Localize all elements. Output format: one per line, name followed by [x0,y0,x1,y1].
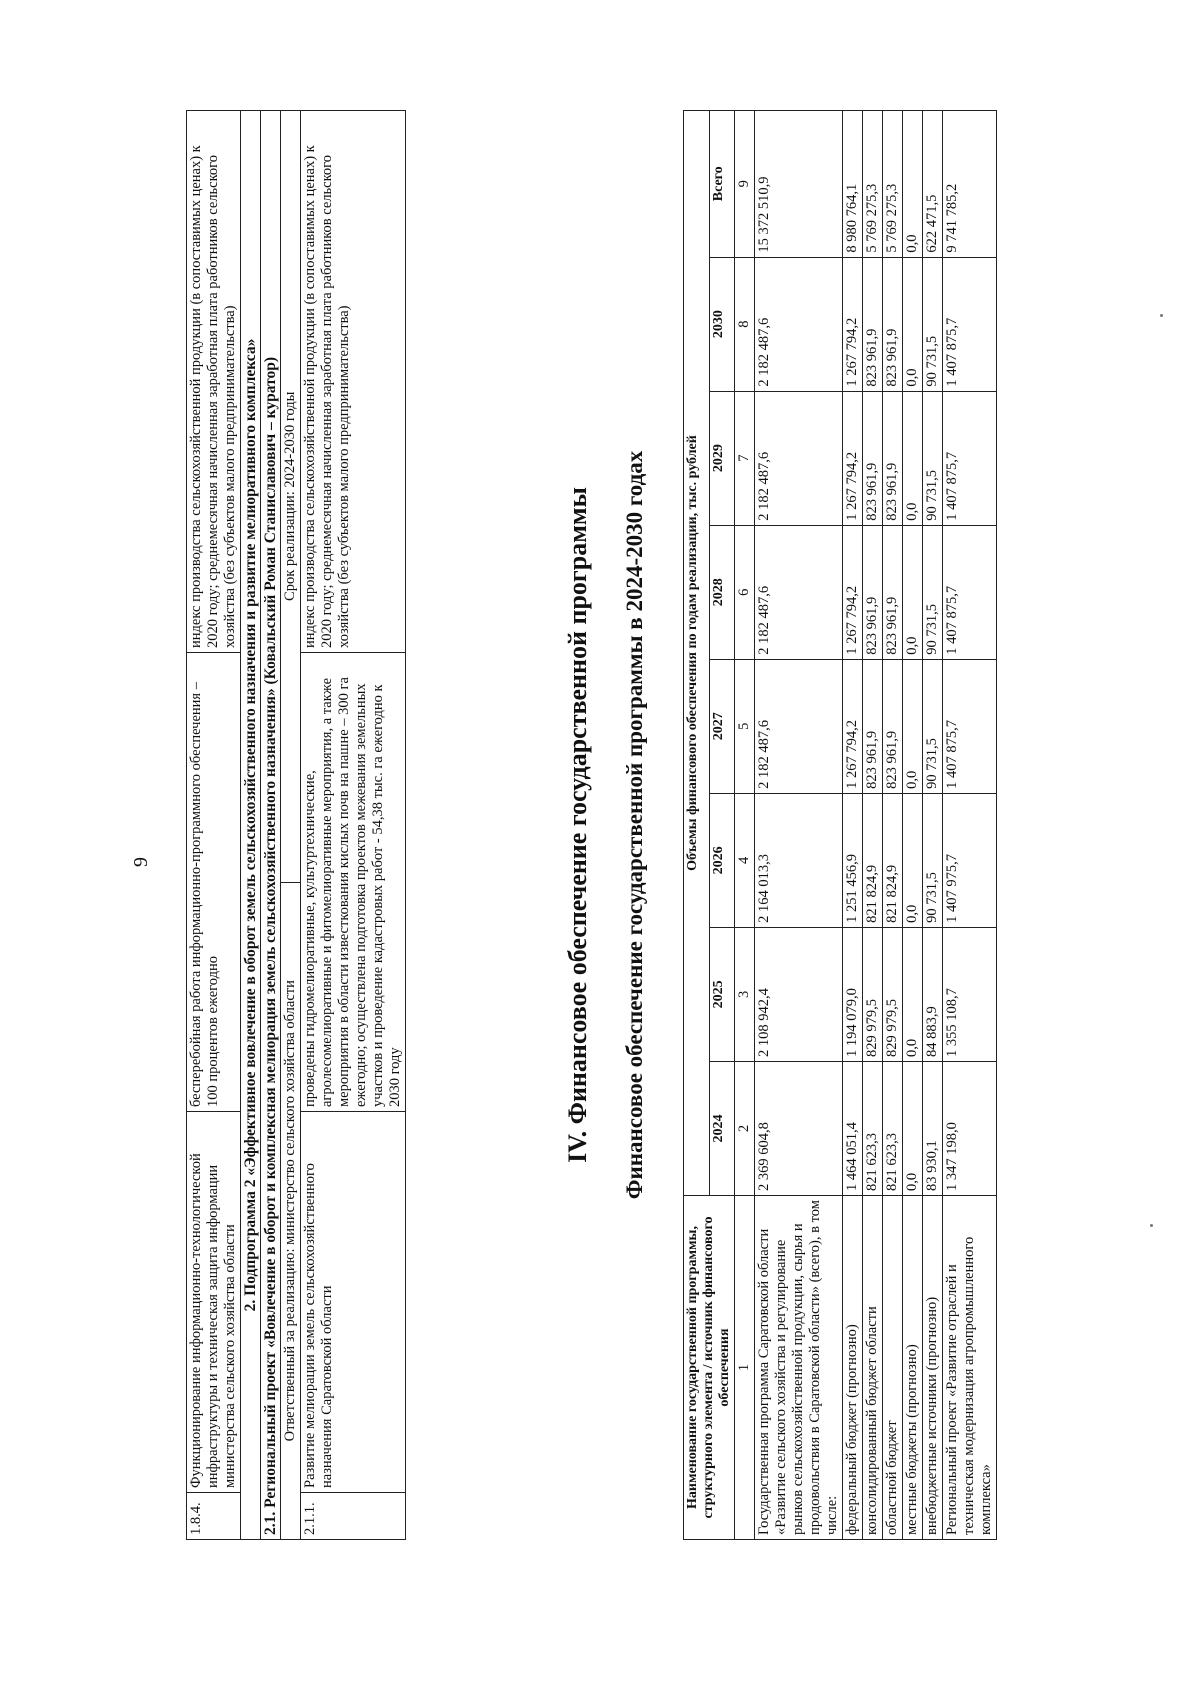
row-value: 1 407 875,7 [943,391,997,525]
row-value: 821 824,9 [863,793,883,927]
implementation-term: Срок реализации: 2024-2030 годы [281,111,301,883]
row-value: 1 407 875,7 [943,257,997,391]
column-index: 2 [735,1061,755,1195]
program-measures-table [186,110,406,1540]
table-row [241,111,261,1540]
table-row [883,111,903,1540]
row-value: 5 769 275,3 [863,111,883,258]
row-name: областной бюджет [883,1196,903,1540]
table-row [301,111,406,1540]
row-value: 0,0 [903,1061,923,1195]
row-value: 823 961,9 [883,525,903,659]
header-year: Всего [709,111,735,258]
row-value: 0,0 [903,111,923,258]
row-value: 1 347 198,0 [943,1061,997,1195]
row-value: 90 731,5 [923,659,943,793]
table-row [187,111,241,1540]
subprogram-title: 2. Подпрограмма 2 «Эффективное вовлечение в оборот земель сельскохозяйственного назначения и развитие мелиоративного комплекса» [241,111,261,1540]
row-value: 823 961,9 [863,391,883,525]
header-volumes: Объемы финансового обеспечения по годам реализации, тыс. рублей [684,111,710,1196]
scan-speck [1160,314,1163,317]
table-row [261,111,281,1540]
row-value: 8 980 764,1 [843,111,863,258]
row-value: 1 407 875,7 [943,525,997,659]
regional-project-title: 2.1. Региональный проект «Вовлечение в оборот и комплексная мелиорация земель сельскохозяйственного назначения» (Ковальский Роман Станиславович – куратор) [261,111,281,1540]
header-year: 2030 [709,257,735,391]
measure-name: Функционирование информационно-технологической инфраструктуры и техническая защита информации министерства сельского хозяйства области [187,1112,241,1493]
row-value: 0,0 [903,927,923,1061]
row-value: 15 372 510,9 [755,111,843,258]
header-year: 2024 [709,1061,735,1195]
row-value: 1 464 051,4 [843,1061,863,1195]
column-index: 9 [735,111,755,258]
table-row [281,111,301,1540]
table-row [863,111,883,1540]
row-value: 0,0 [903,391,923,525]
financing-table-body [735,111,997,1540]
header-year: 2028 [709,525,735,659]
header-year: 2029 [709,391,735,525]
row-value: 823 961,9 [883,257,903,391]
responsible-executor: Ответственный за реализацию: министерство сельского хозяйства области [281,882,301,1539]
row-value: 2 182 487,6 [755,257,843,391]
column-index: 8 [735,257,755,391]
measure-name: Развитие мелиорации земель сельскохозяйственного назначения Саратовской области [301,1112,406,1493]
row-value: 829 979,5 [883,927,903,1061]
table-row [843,111,863,1540]
row-value: 5 769 275,3 [883,111,903,258]
row-value: 0,0 [903,525,923,659]
row-name: Государственная программа Саратовской области «Развитие сельского хозяйства и регулирование рынков сельскохозяйственной продукции, сырья и продовольствия в Саратовской области» (всего), в том числе: [755,1196,843,1540]
table-header-row [684,111,710,1540]
row-value: 2 369 604,8 [755,1061,843,1195]
row-value: 823 961,9 [883,659,903,793]
row-name: местные бюджеты (прогнозно) [903,1196,923,1540]
row-value: 1 355 108,7 [943,927,997,1061]
column-index: 3 [735,927,755,1061]
row-name: федеральный бюджет (прогнозно) [843,1196,863,1540]
row-number: 1.8.4. [187,1493,241,1540]
row-value: 90 731,5 [923,793,943,927]
page-number: 9 [130,857,152,867]
row-value: 90 731,5 [923,257,943,391]
row-value: 622 471,5 [923,111,943,258]
table-index-row [735,111,755,1540]
row-value: 90 731,5 [923,391,943,525]
table-row [923,111,943,1540]
column-index: 6 [735,525,755,659]
header-name: Наименование государственной программы, структурного элемента / источник финансового обеспечения [684,1196,735,1540]
row-value: 823 961,9 [863,659,883,793]
row-value: 83 930,1 [923,1061,943,1195]
row-value: 1 194 079,0 [843,927,863,1061]
column-index: 4 [735,793,755,927]
row-value: 9 741 785,2 [943,111,997,258]
row-value: 1 407 875,7 [943,659,997,793]
row-value: 1 267 794,2 [843,391,863,525]
column-index: 1 [735,1196,755,1540]
header-year: 2027 [709,659,735,793]
row-value: 821 824,9 [883,793,903,927]
measure-result: бесперебойная работа информационно-программного обеспечения – 100 процентов ежегодно [187,653,241,1112]
row-value: 1 267 794,2 [843,525,863,659]
row-value: 823 961,9 [863,525,883,659]
table-row [903,111,923,1540]
table-row [943,111,997,1540]
row-value: 823 961,9 [883,391,903,525]
row-value: 2 182 487,6 [755,391,843,525]
row-value: 0,0 [903,659,923,793]
row-value: 2 108 942,4 [755,927,843,1061]
row-number: 2.1.1. [301,1493,406,1540]
column-index: 5 [735,659,755,793]
header-year: 2026 [709,793,735,927]
row-value: 1 267 794,2 [843,659,863,793]
measure-indicators: индекс производства сельскохозяйственной продукции (в сопоставимых ценах) к 2020 году; среднемесячная начисленная заработная плата работников сельского хозяйства (без субъектов малого предпринимательства) [301,111,406,653]
row-value: 0,0 [903,793,923,927]
row-value: 90 731,5 [923,525,943,659]
table-title: Финансовое обеспечение государственной программы в 2024-2030 годах [622,450,647,1200]
scan-speck [1150,1224,1153,1227]
row-value: 2 182 487,6 [755,659,843,793]
row-value: 821 623,3 [883,1061,903,1195]
row-value: 2 182 487,6 [755,525,843,659]
header-year: 2025 [709,927,735,1061]
row-name: внебюджетные источники (прогнозно) [923,1196,943,1540]
measure-indicators: индекс производства сельскохозяйственной продукции (в сопоставимых ценах) к 2020 году; среднемесячная начисленная заработная плата работников сельского хозяйства (без субъектов малого предпринимательства) [187,111,241,653]
row-value: 84 883,9 [923,927,943,1061]
row-value: 821 623,3 [863,1061,883,1195]
row-value: 1 267 794,2 [843,257,863,391]
table-row [755,111,843,1540]
row-name: консолидированный бюджет области [863,1196,883,1540]
financing-table [683,110,997,1540]
measure-result: проведены гидромелиоративные, культуртехнические, агролесомелиоративные и фитомелиоративные мероприятия, а также мероприятия в области известкования кислых почв на пашне – 300 га ежегодно; осуществлена подготовка проектов межевания земельных участков и проведение кадастровых работ - 54,38 тыс. га ежегодно к 2030 году [301,653,406,1112]
row-value: 1 251 456,9 [843,793,863,927]
section-title: IV. Финансовое обеспечение государственной программы [563,487,592,1163]
row-value: 0,0 [903,257,923,391]
row-value: 823 961,9 [863,257,883,391]
row-name: Региональный проект «Развитие отраслей и техническая модернизация агропромышленного комплекса» [943,1196,997,1540]
row-value: 829 979,5 [863,927,883,1061]
row-value: 1 407 975,7 [943,793,997,927]
row-value: 2 164 013,3 [755,793,843,927]
column-index: 7 [735,391,755,525]
